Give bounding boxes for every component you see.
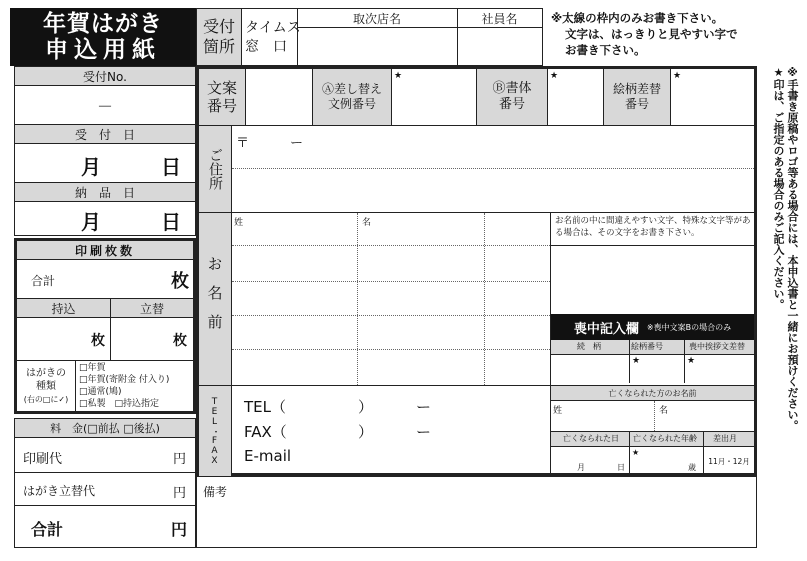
form-title-line2: 申込用紙	[45, 37, 161, 63]
font-no-field[interactable]: ★	[550, 71, 559, 81]
font-no-label: Ⓑ書体 番号	[477, 69, 547, 125]
tel-label: TEL（	[244, 398, 286, 416]
illust-no-label: 絵柄差替 番号	[604, 69, 670, 125]
name-label: お名前	[199, 213, 231, 385]
form-title	[10, 8, 196, 66]
mourning-illust-field[interactable]: ★	[632, 356, 641, 366]
text-no-label: 文案 番号	[199, 69, 245, 125]
receipt-date-field[interactable]: 月 日	[81, 155, 181, 179]
fax-label: FAX（	[244, 423, 287, 441]
address-label: ご住所	[199, 126, 231, 212]
receipt-date-label: 受 付 日	[15, 125, 195, 143]
relation-field[interactable]	[551, 355, 629, 383]
reception-label: 受付 箇所	[197, 9, 241, 65]
email-label: E-mail	[244, 447, 292, 465]
card-type-label: はがきの 種類 (右の□に✓)	[23, 367, 69, 404]
replace-no-label: Ⓐ差し替え 文例番号	[313, 69, 391, 125]
remarks-label: 備考	[203, 485, 228, 499]
name-note-field[interactable]	[551, 246, 754, 314]
remarks-box[interactable]	[196, 476, 757, 548]
staff-name-label: 社員名	[481, 11, 518, 26]
send-month-field[interactable]: 11月・12月	[708, 457, 750, 466]
print-count-panel	[14, 238, 196, 414]
agency-name-label: 取次店名	[352, 11, 401, 26]
print-fee-field[interactable]: 印刷代 円	[23, 452, 187, 467]
print-total-field[interactable]: 合計 枚	[31, 271, 189, 292]
text-no-field[interactable]	[246, 69, 312, 125]
agency-name-field[interactable]	[298, 28, 456, 64]
replace-no-field[interactable]: ★	[394, 71, 403, 81]
receipt-no-field[interactable]: －	[96, 96, 113, 116]
fee-panel	[14, 418, 196, 548]
card-fee-field[interactable]: はがき立替代 円	[23, 484, 187, 501]
tatekae-field[interactable]: 枚	[173, 333, 187, 349]
mochikomi-label: 持込	[17, 299, 110, 317]
death-columns: 亡くなられた日 亡くなられた年齢 差出月	[551, 432, 754, 446]
handwriting-note: ※手書き原稿やロゴ等ある場合には、本申込書と一緒にお預けください。	[786, 66, 799, 431]
deceased-name-label: 亡くなられた方のお名前	[551, 386, 754, 400]
star-note: ★印は、ご指定のある場合のみご記入ください。	[772, 66, 785, 310]
main-form	[196, 66, 757, 476]
fee-total-field[interactable]: 合計 円	[31, 520, 188, 539]
fee-label: 料 金(□前払 □後払)	[15, 419, 195, 437]
receipt-panel	[14, 66, 196, 236]
tel-fax-label: TEL・FAX	[199, 386, 231, 476]
staff-name-field[interactable]	[458, 28, 541, 64]
mochikomi-field[interactable]: 枚	[91, 333, 105, 349]
instruction-notes: ※太線の枠内のみお書き下さい。 文字は、はっきりと見やすい字で お書き下さい。	[551, 11, 738, 57]
deceased-name-field[interactable]: 姓 名	[551, 401, 754, 431]
death-date-field[interactable]: 月 日	[577, 463, 625, 472]
name-note: お名前の中に間違えやすい文字、特殊な文字等がある場合は、その文字をお書き下さい。	[555, 216, 751, 238]
illust-no-field[interactable]: ★	[673, 71, 682, 81]
delivery-date-label: 納 品 日	[15, 183, 195, 201]
form-title-line1: 年賀はがき	[43, 11, 163, 37]
mourning-columns: 続 柄 絵柄番号 喪中挨拶文差替	[551, 340, 754, 354]
death-age-field[interactable]: ★ 歳	[632, 448, 696, 472]
receipt-no-label: 受付No.	[15, 67, 195, 85]
name-field[interactable]: 姓 名	[232, 213, 550, 385]
times-window-label: タイムス 窓 口	[245, 20, 301, 55]
mourning-greeting-field[interactable]: ★	[687, 356, 696, 366]
address-field[interactable]: 〒 ー	[232, 126, 754, 212]
contact-field[interactable]: TEL（ ） ー FAX（ ） ー E-mail	[244, 398, 432, 465]
reception-header	[196, 8, 543, 66]
print-count-label: 印刷枚数	[17, 241, 193, 259]
tatekae-label: 立替	[111, 299, 193, 317]
mourning-header: 喪中記入欄 ※喪中文案Bの場合のみ	[551, 314, 754, 340]
delivery-date-field[interactable]: 月 日	[81, 210, 181, 234]
card-type-options[interactable]: □年賀 □年賀(寄附金 付入り) □通常(鳩) □私製 □持込指定	[79, 363, 170, 409]
